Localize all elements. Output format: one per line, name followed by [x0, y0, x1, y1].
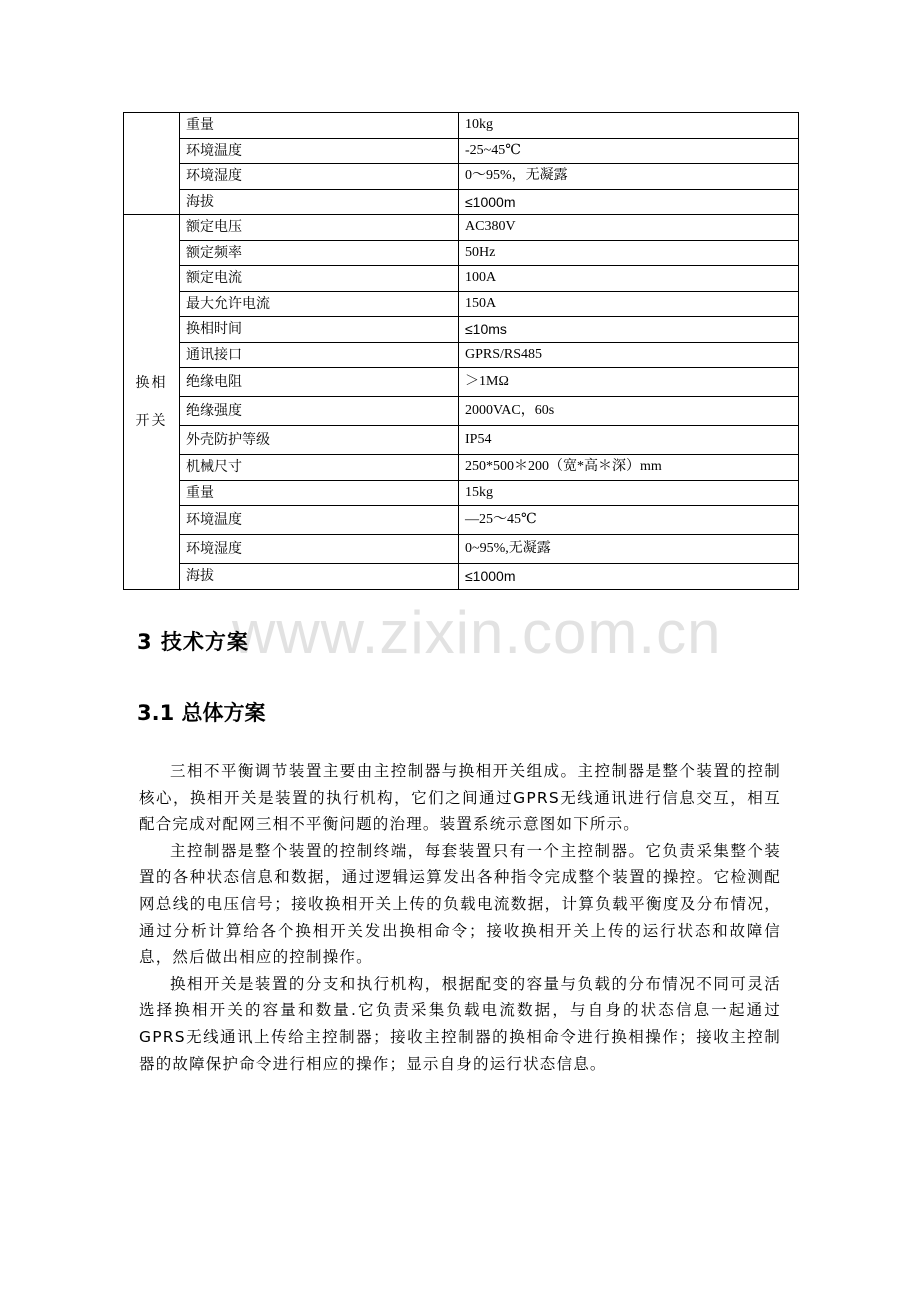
- param-name: 绝缘电阻: [180, 368, 459, 397]
- param-value: 250*500＊200（宽*高＊深）mm: [459, 455, 799, 481]
- paragraph: 主控制器是整个装置的控制终端，每套装置只有一个主控制器。它负责采集整个装置的各种状态信息和数据，通过逻辑运算发出各种指令完成整个装置的操控。它检测配网总线的电压信号；接收换相开关上传的负载电流数据，计算负载平衡度及分布情况，通过分析计算给各个换相开关发出换相命令；接收换相开关上传的运行状态和故障信息，然后做出相应的控制操作。: [139, 841, 781, 967]
- paragraph: 三相不平衡调节装置主要由主控制器与换相开关组成。主控制器是整个装置的控制核心，换相开关是装置的执行机构，它们之间通过GPRS无线通讯进行信息交互，相互配合完成对配网三相不平衡问题的治理。装置系统示意图如下所示。: [139, 762, 781, 834]
- param-value: 10kg: [459, 113, 799, 139]
- param-value: 0～95%，无凝露: [459, 164, 799, 190]
- param-name: 额定频率: [180, 240, 459, 266]
- param-name: 换相时间: [180, 317, 459, 343]
- table-row: [124, 535, 799, 564]
- param-name: 机械尺寸: [180, 455, 459, 481]
- param-value: ≤1000m: [459, 189, 799, 215]
- group-label-line: 换相: [135, 374, 168, 391]
- group-label-switch: [124, 215, 180, 590]
- param-name: 额定电流: [180, 266, 459, 292]
- table-row: [124, 480, 799, 506]
- table-row: [124, 164, 799, 190]
- param-name: 重量: [180, 113, 459, 139]
- param-value: —25～45℃: [459, 506, 799, 535]
- param-value: 0~95%,无凝露: [459, 535, 799, 564]
- param-name: 海拔: [180, 564, 459, 590]
- table-row: [124, 317, 799, 343]
- group-label-line: 开关: [135, 412, 168, 429]
- param-value: 150A: [459, 291, 799, 317]
- param-name: 绝缘强度: [180, 397, 459, 426]
- spec-table: [123, 112, 799, 590]
- param-name: 额定电压: [180, 215, 459, 241]
- body-text: [139, 758, 781, 1077]
- table-row: [124, 215, 799, 241]
- param-value: -25~45℃: [459, 138, 799, 164]
- param-value: 50Hz: [459, 240, 799, 266]
- table-row: [124, 426, 799, 455]
- param-value: ＞1MΩ: [459, 368, 799, 397]
- table-row: [124, 506, 799, 535]
- param-name: 环境湿度: [180, 164, 459, 190]
- table-row: [124, 368, 799, 397]
- section-heading: 3 技术方案: [137, 630, 249, 654]
- table-row: [124, 291, 799, 317]
- table-row: [124, 564, 799, 590]
- param-name: 通讯接口: [180, 342, 459, 368]
- param-value: ≤1000m: [459, 564, 799, 590]
- table-row: [124, 455, 799, 481]
- param-name: 重量: [180, 480, 459, 506]
- param-value: GPRS/RS485: [459, 342, 799, 368]
- table-row: [124, 138, 799, 164]
- subsection-heading: 3.1 总体方案: [137, 701, 266, 725]
- param-name: 环境湿度: [180, 535, 459, 564]
- param-value: 2000VAC，60s: [459, 397, 799, 426]
- param-value: 15kg: [459, 480, 799, 506]
- table-row: [124, 113, 799, 139]
- watermark: www.zixin.com.cn: [232, 599, 722, 666]
- paragraph: 换相开关是装置的分支和执行机构，根据配变的容量与负载的分布情况不同可灵活选择换相开关的容量和数量.它负责采集负载电流数据，与自身的状态信息一起通过GPRS无线通讯上传给主控制器；接收主控制器的换相命令进行换相操作；接收主控制器的故障保护命令进行相应的操作；显示自身的运行状态信息。: [139, 974, 781, 1073]
- table-row: [124, 189, 799, 215]
- param-name: 海拔: [180, 189, 459, 215]
- param-value: IP54: [459, 426, 799, 455]
- table-row: [124, 397, 799, 426]
- param-value: ≤10ms: [459, 317, 799, 343]
- table-row: [124, 240, 799, 266]
- param-value: AC380V: [459, 215, 799, 241]
- param-name: 环境温度: [180, 506, 459, 535]
- group-cell-empty: [124, 113, 180, 215]
- table-row: [124, 342, 799, 368]
- param-value: 100A: [459, 266, 799, 292]
- param-name: 外壳防护等级: [180, 426, 459, 455]
- param-name: 最大允许电流: [180, 291, 459, 317]
- table-row: [124, 266, 799, 292]
- param-name: 环境温度: [180, 138, 459, 164]
